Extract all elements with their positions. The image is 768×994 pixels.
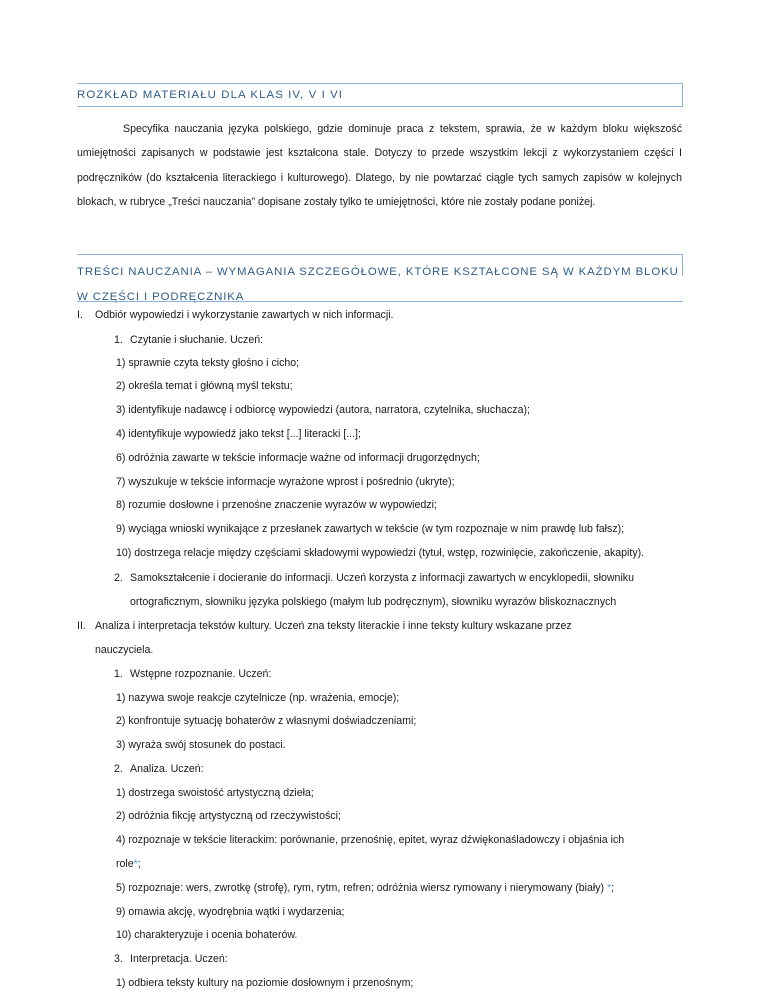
section-ii-2-number: 2. — [114, 762, 123, 775]
list-item: 1) dostrzega swoistość artystyczną dzieła; — [116, 786, 314, 799]
section-heading-tresci — [77, 260, 687, 310]
section-ii-title-line2: nauczyciela. — [95, 643, 154, 656]
list-item-punct: ; — [611, 881, 615, 894]
section-i-title: Odbiór wypowiedzi i wykorzystanie zawartych w nich informacji. — [95, 309, 394, 321]
intro-paragraph — [77, 117, 682, 215]
section-ii-1-number: 1. — [114, 667, 123, 680]
section-i-2-line1: Samokształcenie i docieranie do informacji. Uczeń korzysta z informacji zawartych w encyklopedii, słowniku — [130, 571, 634, 584]
list-item: 9) omawia akcję, wyodrębnia wątki i wydarzenia; — [116, 905, 345, 918]
list-item: 10) charakteryzuje i ocenia bohaterów. — [116, 929, 298, 942]
heading-rule-top — [77, 83, 683, 84]
section-i-2-number: 2. — [114, 571, 123, 584]
list-item: 9) wyciąga wnioski wynikające z przesłanek zawartych w tekście (w tym rozpoznaje w nim prawdę lub fałsz); — [116, 523, 625, 536]
section-ii-3-title: Interpretacja. Uczeń: — [130, 953, 228, 966]
list-item: 4) identyfikuje wypowiedź jako tekst [...] literacki [...]; — [116, 427, 361, 440]
list-item — [116, 857, 141, 871]
list-item: 8) rozumie dosłowne i przenośne znaczenie wyrazów w wypowiedzi; — [116, 499, 437, 512]
list-item: 7) wyszukuje w tekście informacje wyrażone wprost i pośrednio (ukryte); — [116, 475, 455, 488]
heading2-line1: TREŚCI NAUCZANIA – WYMAGANIA SZCZEGÓŁOWE, KTÓRE KSZTAŁCONE SĄ W KAŻDYM BLOKU — [77, 266, 679, 278]
section-ii-title-line1: Analiza i interpretacja tekstów kultury. Uczeń zna teksty literackie i inne teksty kultury wskazane przez — [95, 620, 572, 633]
list-item: 2) odróżnia fikcję artystyczną od rzeczywistości; — [116, 810, 341, 823]
list-item: 1) odbiera teksty kultury na poziomie dosłownym i przenośnym; — [116, 977, 414, 989]
section-i-2-line2: ortograficznym, słowniku języka polskiego (małym lub podręcznym), słowniku wyrazów bliskoznacznych — [130, 596, 617, 609]
section-ii-number: II. — [77, 620, 86, 633]
asterisk-mark: * — [606, 881, 612, 894]
heading2-line2: W CZĘŚCI I PODRĘCZNIKA — [77, 291, 245, 303]
list-item: 10) dostrzega relacje między częściami składowymi wypowiedzi (tytuł, wstęp, rozwinięcie, zakończenie, akapity). — [116, 546, 645, 559]
section-i-1-number: 1. — [114, 333, 123, 346]
section-i-1-title: Czytanie i słuchanie. Uczeń: — [130, 333, 264, 346]
list-item — [116, 881, 614, 895]
list-item: 3) identyfikuje nadawcę i odbiorcę wypowiedzi (autora, narratora, czytelnika, słuchacza); — [116, 404, 530, 417]
list-item-punct: ; — [137, 858, 141, 871]
section-i-number: I. — [77, 309, 83, 321]
section-ii-2-title: Analiza. Uczeń: — [130, 762, 204, 775]
list-item: 4) rozpoznaje w tekście literackim: porównanie, przenośnię, epitet, wyraz dźwiękonaśladowczy i objaśnia ich — [116, 834, 625, 847]
heading2-rule-top — [77, 254, 683, 255]
asterisk-mark: * — [133, 858, 138, 871]
list-item: 6) odróżnia zawarte w tekście informacje ważne od informacji drugorzędnych; — [116, 451, 480, 464]
section-ii-3-number: 3. — [114, 953, 123, 966]
list-item: 1) sprawnie czyta teksty głośno i cicho; — [116, 356, 300, 369]
list-item-text: 5) rozpoznaje: wers, zwrotkę (strofę), rym, rytm, refren; odróżnia wiersz rymowany i nierymowany (biały) — [116, 881, 607, 894]
list-item: 3) wyraża swój stosunek do postaci. — [116, 739, 286, 752]
list-item-text: role — [116, 858, 134, 871]
list-item: 1) nazywa swoje reakcje czytelnicze (np. wrażenia, emocje); — [116, 691, 400, 704]
heading-rule-bottom — [77, 106, 683, 107]
intro-text: Specyfika nauczania języka polskiego, gdzie dominuje praca z tekstem, sprawia, że w każdym bloku większość umiejętności zapisanych w podstawie jest kształcona stale. Dotyczy to przede wszystkim lekcji z wykorzystaniem części I podręczników (do kształcenia literackiego i kulturowego). Dlatego, by nie powtarzać ciągle tych samych zapisów w kolejnych blokach, w rubryce „Treści nauczania” dopisane zostały tylko te umiejętności, które nie zostały podane poniżej. — [77, 123, 682, 209]
section-heading-rozklad: ROZKŁAD MATERIAŁU DLA KLAS IV, V I VI — [77, 89, 344, 101]
section-ii-1-title: Wstępne rozpoznanie. Uczeń: — [130, 667, 272, 680]
heading2-rule-bottom — [77, 301, 683, 302]
list-item: 2) określa temat i główną myśl tekstu; — [116, 380, 293, 393]
list-item: 2) konfrontuje sytuację bohaterów z własnymi doświadczeniami; — [116, 715, 417, 728]
